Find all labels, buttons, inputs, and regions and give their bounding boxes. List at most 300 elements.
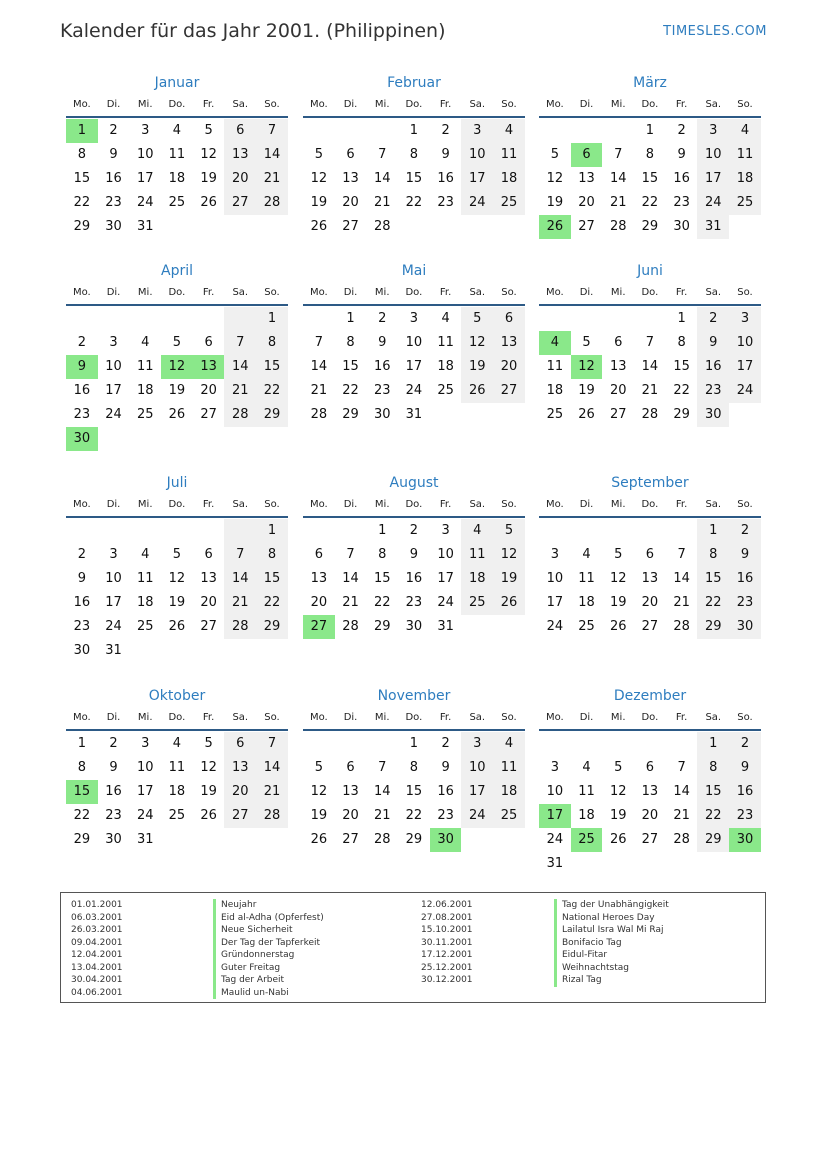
- day-cell: 18: [493, 167, 525, 191]
- empty-cell: [224, 519, 256, 543]
- day-cell: 17: [437, 571, 454, 586]
- day-cell: 8: [409, 760, 419, 775]
- day-cell: 27: [609, 407, 627, 422]
- day-cell: 3: [697, 119, 729, 143]
- day-cell: 9: [109, 760, 118, 775]
- day-cell: 17: [697, 167, 729, 191]
- day-cell: 26: [609, 832, 627, 847]
- empty-cell: [224, 307, 256, 331]
- day-cell: 31: [105, 643, 122, 658]
- day-cell: 26: [461, 379, 493, 403]
- weekday-label: Do.: [641, 499, 659, 510]
- day-cell: 20: [342, 808, 359, 823]
- day-cell: 8: [697, 756, 729, 780]
- day-cell: 2: [441, 123, 450, 138]
- day-cell: 2: [409, 523, 419, 538]
- day-cell: 5: [314, 147, 323, 162]
- day-cell: 10: [437, 547, 454, 562]
- day-cell: 22: [256, 379, 288, 403]
- day-cell: 30: [697, 403, 729, 427]
- weekday-label: Di.: [106, 712, 121, 723]
- day-cell: 8: [256, 543, 288, 567]
- weekday-label: Sa.: [469, 287, 486, 298]
- day-cell: 13: [641, 571, 659, 586]
- day-cell: 24: [405, 383, 423, 398]
- holiday-name: Der Tag der Tapferkeit: [213, 937, 324, 950]
- empty-cell: [666, 732, 698, 756]
- holiday-date: 13.04.2001: [71, 962, 123, 973]
- empty-cell: [129, 307, 161, 331]
- legend-left-dates: [71, 899, 123, 999]
- weekday-header: [539, 494, 761, 518]
- day-cell: 5: [493, 519, 525, 543]
- weekday-label: Sa.: [705, 287, 722, 298]
- day-cell: 29: [342, 407, 359, 422]
- day-cell: 1: [409, 123, 419, 138]
- day-grid: [66, 732, 288, 852]
- day-cell: 16: [105, 171, 122, 186]
- day-cell: 21: [641, 383, 659, 398]
- day-cell: 24: [136, 195, 154, 210]
- day-cell: 3: [141, 123, 150, 138]
- empty-cell: [161, 307, 193, 331]
- holiday-date: 27.08.2001: [421, 912, 473, 923]
- day-cell: 24: [136, 808, 154, 823]
- day-cell: 1: [645, 123, 655, 138]
- day-cell: 23: [673, 195, 690, 210]
- weekday-label: Di.: [579, 287, 594, 298]
- empty-cell: [602, 519, 634, 543]
- day-cell: 11: [578, 571, 595, 586]
- day-cell: 30: [373, 407, 391, 422]
- day-cell: 9: [677, 147, 686, 162]
- day-cell: 18: [437, 359, 454, 374]
- day-cell: 29: [405, 832, 423, 847]
- weekday-label: Mo.: [309, 712, 328, 723]
- empty-cell: [493, 615, 525, 639]
- weekday-label: Mi.: [374, 99, 390, 110]
- day-cell: 9: [729, 756, 761, 780]
- empty-cell: [224, 828, 256, 852]
- day-cell: 1: [677, 311, 686, 326]
- day-cell: 9: [697, 331, 729, 355]
- day-cell: 10: [461, 143, 493, 167]
- day-cell: 29: [73, 832, 91, 847]
- empty-cell: [539, 307, 571, 331]
- weekday-label: Sa.: [469, 99, 486, 110]
- day-cell: 24: [105, 619, 122, 634]
- day-cell: 17: [461, 780, 493, 804]
- day-cell: 7: [677, 760, 686, 775]
- holiday-date: 04.06.2001: [71, 987, 123, 998]
- day-cell: 18: [729, 167, 761, 191]
- day-cell: 5: [172, 335, 182, 350]
- day-cell: 24: [461, 804, 493, 828]
- weekday-label: Di.: [343, 99, 358, 110]
- weekday-label: Mi.: [137, 712, 153, 723]
- day-cell: 27: [200, 407, 217, 422]
- day-cell: 28: [673, 832, 690, 847]
- day-cell: 17: [136, 171, 154, 186]
- day-cell: 18: [168, 171, 186, 186]
- empty-cell: [335, 732, 367, 756]
- weekday-label: Sa.: [705, 99, 722, 110]
- day-cell: 13: [342, 171, 359, 186]
- day-cell: 14: [256, 143, 288, 167]
- day-cell: 22: [641, 195, 659, 210]
- day-cell: 6: [204, 335, 213, 350]
- weekday-label: Do.: [641, 287, 659, 298]
- day-cell: 19: [546, 195, 564, 210]
- day-cell: 17: [729, 355, 761, 379]
- day-cell: 6: [493, 307, 525, 331]
- weekday-label: Mi.: [610, 712, 626, 723]
- day-cell: 2: [729, 519, 761, 543]
- day-cell: 25: [168, 195, 186, 210]
- day-cell: 1: [409, 736, 419, 751]
- day-cell: 2: [378, 311, 387, 326]
- day-cell: 11: [546, 359, 564, 374]
- month-3: [66, 260, 288, 451]
- empty-cell: [66, 519, 98, 543]
- day-cell: 13: [493, 331, 525, 355]
- month-1: [303, 72, 525, 239]
- day-cell: 15: [697, 567, 729, 591]
- month-name: April: [161, 263, 193, 279]
- holiday-day: 12: [571, 355, 603, 379]
- day-cell: 13: [609, 359, 627, 374]
- day-cell: 6: [224, 732, 256, 756]
- day-cell: 28: [373, 219, 391, 234]
- day-cell: 6: [224, 119, 256, 143]
- day-cell: 27: [342, 219, 359, 234]
- empty-cell: [461, 215, 493, 239]
- day-cell: 12: [310, 171, 328, 186]
- day-cell: 6: [645, 760, 655, 775]
- day-cell: 2: [729, 732, 761, 756]
- day-cell: 18: [493, 780, 525, 804]
- day-cell: 10: [461, 756, 493, 780]
- holiday-name: Neue Sicherheit: [213, 924, 324, 937]
- empty-cell: [161, 519, 193, 543]
- weekday-label: Mi.: [610, 99, 626, 110]
- holiday-day: 13: [193, 355, 225, 379]
- empty-cell: [398, 215, 430, 239]
- day-cell: 22: [342, 383, 359, 398]
- day-cell: 9: [77, 571, 86, 586]
- day-cell: 5: [204, 123, 213, 138]
- day-cell: 5: [172, 547, 182, 562]
- weekday-label: So.: [264, 712, 280, 723]
- weekday-label: Do.: [168, 287, 186, 298]
- day-cell: 16: [697, 355, 729, 379]
- day-cell: 14: [373, 171, 391, 186]
- holiday-date: 15.10.2001: [421, 925, 473, 935]
- day-cell: 20: [641, 595, 659, 610]
- empty-cell: [256, 828, 288, 852]
- holiday-name: Tag der Unabhängigkeit: [554, 899, 669, 912]
- day-cell: 1: [697, 732, 729, 756]
- empty-cell: [256, 215, 288, 239]
- day-grid: [539, 519, 761, 639]
- day-cell: 2: [441, 736, 450, 751]
- day-cell: 1: [256, 307, 288, 331]
- weekday-header: [66, 707, 288, 731]
- day-cell: 17: [136, 784, 154, 799]
- empty-cell: [697, 852, 729, 876]
- weekday-label: Fr.: [202, 499, 215, 510]
- empty-cell: [634, 307, 666, 331]
- day-cell: 5: [582, 335, 591, 350]
- weekday-label: Fr.: [675, 499, 688, 510]
- day-cell: 4: [493, 732, 525, 756]
- weekday-label: Fr.: [202, 712, 215, 723]
- day-cell: 19: [578, 383, 595, 398]
- day-cell: 6: [346, 147, 355, 162]
- day-cell: 13: [200, 571, 217, 586]
- day-cell: 11: [493, 143, 525, 167]
- month-name: Juni: [637, 263, 663, 279]
- day-cell: 9: [441, 760, 450, 775]
- weekday-label: Do.: [168, 712, 186, 723]
- day-cell: 24: [461, 191, 493, 215]
- day-cell: 6: [645, 547, 655, 562]
- month-4: [303, 260, 525, 427]
- day-cell: 17: [461, 167, 493, 191]
- empty-cell: [193, 215, 225, 239]
- empty-cell: [303, 519, 335, 543]
- empty-cell: [571, 119, 603, 143]
- weekday-label: Fr.: [439, 712, 452, 723]
- day-cell: 5: [461, 307, 493, 331]
- holiday-date: 17.12.2001: [421, 950, 473, 960]
- month-6: [66, 472, 288, 663]
- day-cell: 29: [73, 219, 91, 234]
- day-cell: 14: [224, 567, 256, 591]
- day-cell: 3: [729, 307, 761, 331]
- site-logo[interactable]: TIMESLES.COM: [663, 24, 767, 39]
- day-cell: 12: [200, 760, 217, 775]
- weekday-label: Mo.: [545, 712, 564, 723]
- day-cell: 6: [346, 760, 355, 775]
- day-cell: 22: [405, 195, 423, 210]
- empty-cell: [129, 427, 161, 451]
- holiday-day: 30: [66, 427, 98, 451]
- day-cell: 14: [342, 571, 359, 586]
- holiday-day: 1: [66, 119, 98, 143]
- day-cell: 19: [200, 784, 217, 799]
- weekday-label: Do.: [641, 712, 659, 723]
- day-cell: 25: [136, 407, 154, 422]
- empty-cell: [729, 215, 761, 239]
- day-cell: 4: [172, 736, 182, 751]
- day-cell: 16: [373, 359, 391, 374]
- weekday-label: Sa.: [705, 712, 722, 723]
- holiday-day: 9: [66, 355, 98, 379]
- day-cell: 8: [645, 147, 655, 162]
- day-cell: 28: [224, 403, 256, 427]
- day-cell: 19: [609, 595, 627, 610]
- day-cell: 28: [609, 219, 627, 234]
- day-cell: 27: [342, 832, 359, 847]
- day-cell: 12: [546, 171, 564, 186]
- day-cell: 30: [105, 219, 122, 234]
- weekday-label: Fr.: [439, 99, 452, 110]
- day-cell: 7: [614, 147, 623, 162]
- day-cell: 28: [342, 619, 359, 634]
- weekday-label: So.: [501, 99, 517, 110]
- day-cell: 23: [373, 383, 391, 398]
- day-cell: 26: [200, 808, 217, 823]
- weekday-label: Di.: [579, 499, 594, 510]
- day-cell: 13: [224, 756, 256, 780]
- weekday-label: Mi.: [374, 712, 390, 723]
- weekday-label: Mo.: [309, 99, 328, 110]
- weekday-label: Mo.: [72, 287, 91, 298]
- holiday-day: 30: [430, 828, 462, 852]
- day-cell: 28: [256, 191, 288, 215]
- day-cell: 21: [373, 195, 391, 210]
- day-cell: 4: [582, 760, 591, 775]
- weekday-label: Mi.: [137, 287, 153, 298]
- day-cell: 28: [373, 832, 391, 847]
- day-cell: 7: [378, 147, 387, 162]
- empty-cell: [98, 519, 130, 543]
- day-cell: 31: [136, 219, 154, 234]
- day-cell: 16: [673, 171, 690, 186]
- legend-right-names: [554, 899, 669, 987]
- empty-cell: [193, 307, 225, 331]
- day-cell: 19: [461, 355, 493, 379]
- day-cell: 16: [405, 571, 423, 586]
- day-cell: 17: [105, 595, 122, 610]
- day-cell: 21: [224, 591, 256, 615]
- day-cell: 13: [310, 571, 328, 586]
- empty-cell: [161, 427, 193, 451]
- day-cell: 2: [697, 307, 729, 331]
- day-cell: 26: [200, 195, 217, 210]
- day-cell: 4: [141, 335, 150, 350]
- day-cell: 13: [578, 171, 595, 186]
- day-cell: 2: [109, 123, 118, 138]
- holiday-date: 25.12.2001: [421, 962, 473, 973]
- day-cell: 23: [105, 808, 122, 823]
- holiday-date: 30.04.2001: [71, 975, 123, 985]
- weekday-label: So.: [737, 712, 753, 723]
- day-cell: 27: [224, 191, 256, 215]
- day-cell: 22: [373, 595, 391, 610]
- month-name: Oktober: [148, 688, 206, 704]
- empty-cell: [224, 427, 256, 451]
- day-cell: 26: [578, 407, 595, 422]
- day-cell: 23: [729, 804, 761, 828]
- day-cell: 15: [373, 571, 391, 586]
- day-cell: 26: [609, 619, 627, 634]
- day-cell: 14: [641, 359, 659, 374]
- day-cell: 8: [697, 543, 729, 567]
- day-grid: [539, 732, 761, 876]
- day-cell: 20: [200, 383, 217, 398]
- day-cell: 18: [546, 383, 564, 398]
- day-cell: 20: [200, 595, 217, 610]
- day-cell: 18: [136, 383, 154, 398]
- day-cell: 3: [461, 732, 493, 756]
- month-10: [303, 685, 525, 852]
- empty-cell: [193, 828, 225, 852]
- day-cell: 25: [136, 619, 154, 634]
- month-name: November: [377, 688, 451, 704]
- day-cell: 3: [409, 311, 419, 326]
- day-cell: 7: [346, 547, 355, 562]
- holiday-date: 06.03.2001: [71, 912, 123, 923]
- empty-cell: [366, 119, 398, 143]
- day-cell: 24: [105, 407, 122, 422]
- day-cell: 7: [378, 760, 387, 775]
- weekday-label: Mi.: [374, 499, 390, 510]
- day-cell: 20: [310, 595, 328, 610]
- day-cell: 8: [378, 547, 387, 562]
- day-cell: 15: [256, 567, 288, 591]
- day-cell: 4: [729, 119, 761, 143]
- day-cell: 3: [461, 119, 493, 143]
- day-cell: 5: [614, 547, 623, 562]
- holiday-date: 26.03.2001: [71, 925, 123, 935]
- day-cell: 11: [168, 760, 186, 775]
- day-cell: 25: [493, 804, 525, 828]
- day-cell: 29: [641, 219, 659, 234]
- weekday-label: Fr.: [675, 287, 688, 298]
- weekday-label: Di.: [106, 99, 121, 110]
- day-cell: 10: [546, 784, 564, 799]
- day-cell: 9: [441, 147, 450, 162]
- day-cell: 28: [641, 407, 659, 422]
- day-cell: 31: [405, 407, 423, 422]
- day-cell: 12: [609, 784, 627, 799]
- day-cell: 24: [437, 595, 454, 610]
- day-cell: 1: [256, 519, 288, 543]
- day-cell: 30: [729, 615, 761, 639]
- weekday-label: Do.: [405, 712, 423, 723]
- day-cell: 11: [493, 756, 525, 780]
- day-cell: 3: [141, 736, 150, 751]
- weekday-label: Di.: [106, 499, 121, 510]
- day-cell: 31: [136, 832, 154, 847]
- holiday-day: 26: [539, 215, 571, 239]
- holiday-date: 12.06.2001: [421, 900, 473, 910]
- weekday-label: Fr.: [675, 712, 688, 723]
- day-cell: 27: [224, 804, 256, 828]
- day-cell: 15: [405, 784, 423, 799]
- day-cell: 27: [578, 219, 595, 234]
- day-grid: [539, 119, 761, 239]
- day-cell: 22: [73, 195, 91, 210]
- weekday-label: Mo.: [545, 99, 564, 110]
- day-cell: 13: [641, 784, 659, 799]
- day-cell: 25: [546, 407, 564, 422]
- holiday-day: 12: [161, 355, 193, 379]
- day-cell: 10: [136, 147, 154, 162]
- day-cell: 6: [314, 547, 323, 562]
- holiday-name: Maulid un-Nabi: [213, 987, 324, 1000]
- weekday-label: Do.: [168, 499, 186, 510]
- day-cell: 19: [310, 195, 328, 210]
- holiday-name: Lailatul Isra Wal Mi Raj: [554, 924, 669, 937]
- empty-cell: [98, 307, 130, 331]
- holiday-day: 17: [539, 804, 571, 828]
- month-9: [66, 685, 288, 852]
- holiday-day: 15: [66, 780, 98, 804]
- weekday-label: So.: [737, 99, 753, 110]
